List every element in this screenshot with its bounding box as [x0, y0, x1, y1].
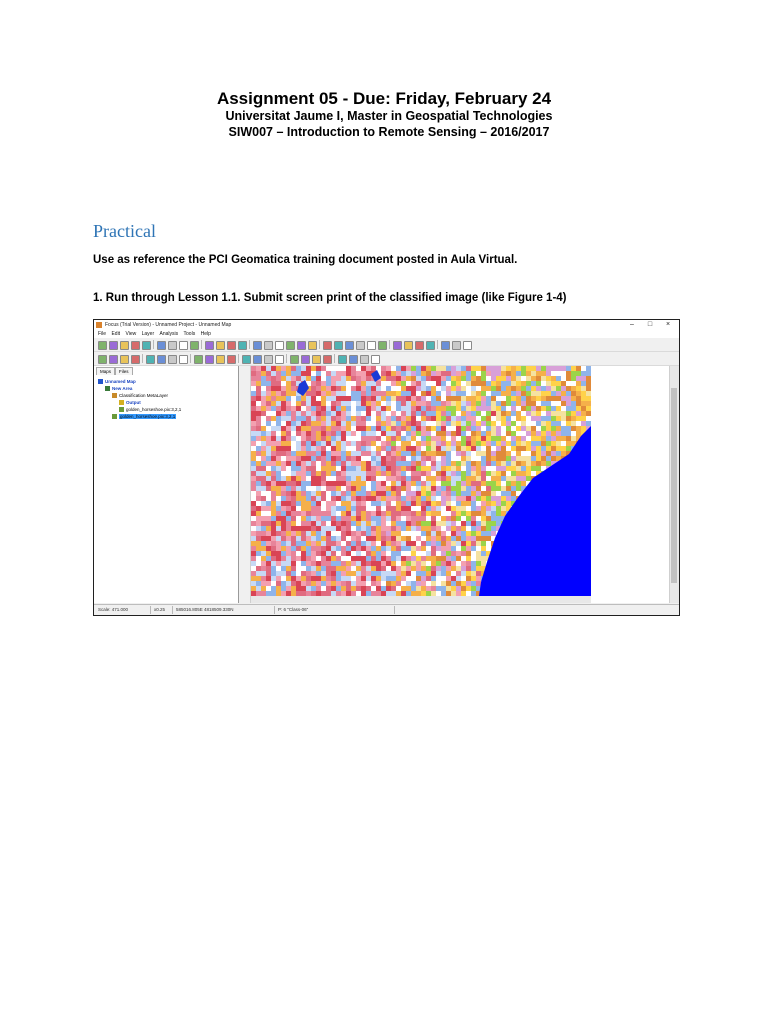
toolbar-button[interactable]: [205, 341, 214, 350]
toolbar-separator: [142, 354, 143, 363]
layer-icon: [112, 414, 117, 419]
toolbar-button[interactable]: [227, 341, 236, 350]
toolbar-button[interactable]: [360, 355, 369, 364]
minimize-button[interactable]: –: [630, 321, 634, 328]
toolbar-button[interactable]: [120, 341, 129, 350]
toolbar-button[interactable]: [323, 355, 332, 364]
toolbar-button[interactable]: [227, 355, 236, 364]
drawing-toolbar: [94, 352, 679, 366]
toolbar-button[interactable]: [345, 341, 354, 350]
tree-item[interactable]: [98, 378, 181, 385]
toolbar-button[interactable]: [216, 341, 225, 350]
toolbar-button[interactable]: [334, 341, 343, 350]
toolbar-separator: [286, 354, 287, 363]
toolbar-button[interactable]: [463, 341, 472, 350]
toolbar-button[interactable]: [142, 341, 151, 350]
toolbar-button[interactable]: [179, 355, 188, 364]
toolbar-button[interactable]: [238, 341, 247, 350]
tree-item[interactable]: [98, 392, 181, 399]
tree-item[interactable]: [98, 406, 181, 413]
toolbar-button[interactable]: [452, 341, 461, 350]
toolbar-separator: [319, 340, 320, 349]
status-zoom: x0.25: [154, 607, 166, 612]
toolbar-button[interactable]: [205, 355, 214, 364]
tree-item[interactable]: [98, 399, 181, 406]
layer-icon: [112, 393, 117, 398]
toolbar-button[interactable]: [194, 355, 203, 364]
tree-item-label: golden_horseshoe.pix:3,2,1: [120, 414, 176, 419]
menu-layer[interactable]: Layer: [141, 331, 155, 337]
toolbar-button[interactable]: [323, 341, 332, 350]
menu-bar: [94, 330, 679, 338]
toolbar-button[interactable]: [275, 355, 284, 364]
layer-icon: [98, 379, 103, 384]
menu-tools[interactable]: Tools: [183, 331, 196, 337]
software-screenshot: [93, 319, 680, 616]
status-bar: [94, 604, 679, 615]
layer-icon: [119, 400, 124, 405]
toolbar-button[interactable]: [120, 355, 129, 364]
toolbar-separator: [334, 354, 335, 363]
toolbar-button[interactable]: [157, 355, 166, 364]
toolbar-button[interactable]: [367, 341, 376, 350]
toolbar-button[interactable]: [275, 341, 284, 350]
reference-note: Use as reference the PCI Geomatica training document posted in Aula Virtual.: [93, 254, 518, 266]
toolbar-button[interactable]: [393, 341, 402, 350]
toolbar-button[interactable]: [378, 341, 387, 350]
window-controls: [623, 320, 677, 330]
toolbar-separator: [153, 340, 154, 349]
menu-analysis[interactable]: Analysis: [159, 331, 179, 337]
section-heading: Practical: [93, 221, 156, 241]
tab-maps[interactable]: Maps: [96, 367, 115, 375]
toolbar-button[interactable]: [297, 341, 306, 350]
window-titlebar: [94, 320, 679, 330]
toolbar-button[interactable]: [253, 355, 262, 364]
toolbar-button[interactable]: [216, 355, 225, 364]
toolbar-button[interactable]: [109, 355, 118, 364]
main-toolbar: [94, 338, 679, 352]
toolbar-button[interactable]: [264, 341, 273, 350]
tree-item-label: New Area: [112, 386, 133, 391]
status-scale: Scale: 471.000: [98, 607, 129, 612]
toolbar-separator: [437, 340, 438, 349]
tree-item-label: golden_horseshoe.pix:3,2,1: [126, 407, 182, 412]
status-coords: 585016.805E 4818509.330N: [176, 607, 234, 612]
scroll-thumb[interactable]: [671, 388, 677, 583]
menu-help[interactable]: Help: [200, 331, 211, 337]
toolbar-button[interactable]: [426, 341, 435, 350]
toolbar-button[interactable]: [98, 341, 107, 350]
toolbar-separator: [389, 340, 390, 349]
toolbar-button[interactable]: [301, 355, 310, 364]
window-title: Focus (Trial Version) - Unnamed Project - Unnamed Map: [105, 322, 232, 328]
tree-item[interactable]: [98, 385, 181, 392]
toolbar-separator: [249, 340, 250, 349]
horizontal-scrollbar[interactable]: [251, 596, 591, 603]
course-line: SIW007 – Introduction to Remote Sensing – 2016/2017: [228, 125, 550, 139]
menu-edit[interactable]: Edit: [111, 331, 121, 337]
app-icon: [96, 322, 102, 328]
tree-item[interactable]: [98, 413, 181, 420]
toolbar-separator: [238, 354, 239, 363]
toolbar-button[interactable]: [371, 355, 380, 364]
tab-files[interactable]: Files: [115, 367, 133, 375]
toolbar-button[interactable]: [146, 355, 155, 364]
toolbar-button[interactable]: [356, 341, 365, 350]
tree-item-label: Unnamed Map: [105, 379, 136, 384]
classified-raster: [251, 366, 591, 603]
tree-item-label: Output: [126, 400, 141, 405]
assignment-title: Assignment 05 - Due: Friday, February 24: [216, 89, 552, 108]
toolbar-button[interactable]: [190, 341, 199, 350]
toolbar-button[interactable]: [404, 341, 413, 350]
toolbar-button[interactable]: [168, 341, 177, 350]
toolbar-button[interactable]: [168, 355, 177, 364]
toolbar-separator: [190, 354, 191, 363]
layer-tree: [98, 378, 181, 420]
classified-image: [251, 366, 675, 603]
toolbar-button[interactable]: [415, 341, 424, 350]
toolbar-button[interactable]: [290, 355, 299, 364]
panel-splitter[interactable]: [242, 366, 251, 603]
map-canvas[interactable]: [251, 366, 675, 603]
toolbar-button[interactable]: [308, 341, 317, 350]
close-button[interactable]: ×: [665, 321, 671, 328]
tree-item-label: Classification MetaLayer: [119, 393, 169, 398]
menu-file[interactable]: File: [98, 331, 107, 337]
toolbar-button[interactable]: [253, 341, 262, 350]
task-1: 1. Run through Lesson 1.1. Submit screen print of the classified image (like Figure 1-4): [93, 292, 567, 304]
toolbar-button[interactable]: [441, 341, 450, 350]
toolbar-button[interactable]: [131, 355, 140, 364]
vertical-scrollbar[interactable]: [669, 366, 679, 603]
toolbar-button[interactable]: [286, 341, 295, 350]
toolbar-button[interactable]: [312, 355, 321, 364]
panel-tabs: [96, 367, 133, 374]
maps-panel: [94, 366, 239, 603]
university-line: Universitat Jaume I, Master in Geospatial Technologies: [225, 109, 553, 123]
layer-icon: [119, 407, 124, 412]
toolbar-button[interactable]: [264, 355, 273, 364]
toolbar-button[interactable]: [109, 341, 118, 350]
toolbar-button[interactable]: [131, 341, 140, 350]
status-pixel: P: 6 "Class-06": [278, 607, 309, 612]
menu-view[interactable]: View: [125, 331, 137, 337]
layer-icon: [105, 386, 110, 391]
toolbar-separator: [201, 340, 202, 349]
toolbar-button[interactable]: [179, 341, 188, 350]
toolbar-button[interactable]: [349, 355, 358, 364]
toolbar-button[interactable]: [157, 341, 166, 350]
maximize-button[interactable]: □: [647, 321, 653, 328]
toolbar-button[interactable]: [338, 355, 347, 364]
toolbar-button[interactable]: [242, 355, 251, 364]
toolbar-button[interactable]: [98, 355, 107, 364]
